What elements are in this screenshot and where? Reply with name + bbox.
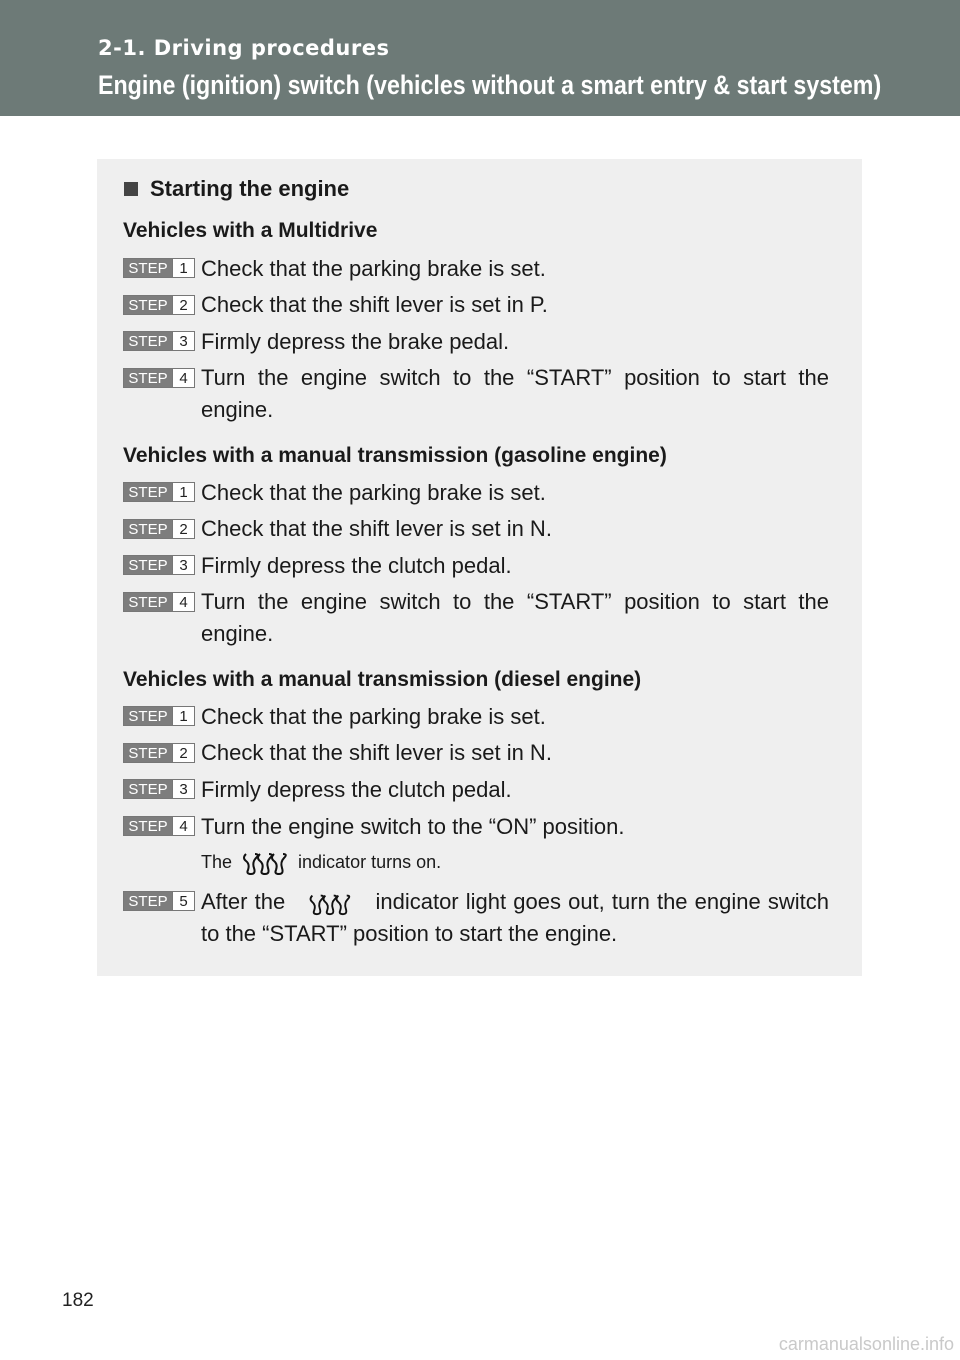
chapter-header (0, 0, 960, 116)
step-text: Turn the engine switch to the “START” position to start the engine. (201, 589, 829, 646)
step-text: Check that the parking brake is set. (201, 480, 546, 505)
step-badge: STEP 1 (123, 706, 195, 726)
step-text: Turn the engine switch to the “ON” position. (201, 814, 625, 839)
step-badge: STEP 3 (123, 555, 195, 575)
square-bullet-icon (124, 182, 138, 196)
step-text: Check that the parking brake is set. (201, 256, 546, 281)
step-badge: STEP 1 (123, 258, 195, 278)
step-text: Check that the parking brake is set. (201, 704, 546, 729)
step-badge: STEP 2 (123, 519, 195, 539)
step-badge: STEP 5 (123, 891, 195, 911)
step-badge: STEP 2 (123, 295, 195, 315)
step-text: Firmly depress the clutch pedal. (201, 553, 512, 578)
step-text: Firmly depress the brake pedal. (201, 329, 510, 354)
step-text: Check that the shift lever is set in N. (201, 516, 552, 541)
glow-plug-indicator-icon (302, 890, 358, 916)
watermark: carmanualsonline.info (778, 1334, 954, 1354)
step-badge: STEP 4 (123, 816, 195, 836)
section-heading (124, 176, 349, 202)
step-badge: STEP 2 (123, 743, 195, 763)
step-text: Check that the shift lever is set in N. (201, 740, 552, 765)
step-badge: STEP 4 (123, 592, 195, 612)
group-title-manual-gasoline: Vehicles with a manual transmission (gasoline engine) (123, 444, 667, 467)
step-badge: STEP 3 (123, 779, 195, 799)
step-badge: STEP 4 (123, 368, 195, 388)
step-badge: STEP 3 (123, 331, 195, 351)
section-heading-text: Starting the engine (150, 176, 350, 201)
group-title-manual-diesel: Vehicles with a manual transmission (diesel engine) (123, 668, 642, 691)
step-badge: STEP 1 (123, 482, 195, 502)
page-number: 182 (62, 1290, 94, 1311)
group-title-multidrive: Vehicles with a Multidrive (123, 219, 378, 242)
step-text: After the indicator light goes out, turn the engine switch to the “START” position to start the engine. (201, 889, 829, 946)
glow-plug-indicator-icon (238, 848, 292, 876)
step-text: Firmly depress the clutch pedal. (201, 777, 512, 802)
section-label: 2-1. Driving procedures (98, 36, 390, 60)
step-text: Check that the shift lever is set in P. (201, 292, 548, 317)
indicator-note: The indicator turns on. (201, 848, 441, 876)
step-text: Turn the engine switch to the “START” position to start the engine. (201, 365, 829, 422)
page-title: Engine (ignition) switch (vehicles without a smart entry & start system) (98, 70, 882, 100)
